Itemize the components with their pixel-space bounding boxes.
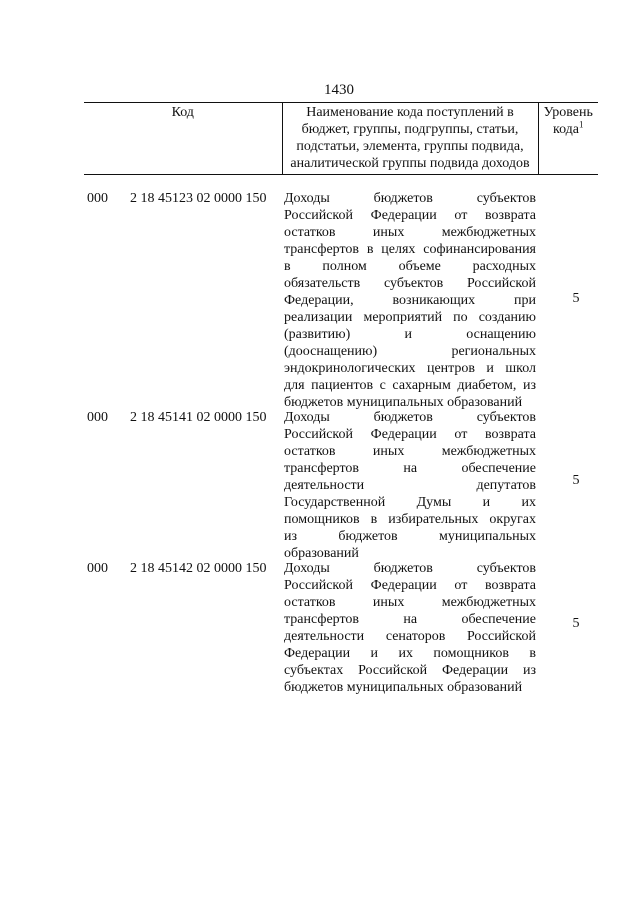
header-name-cell xyxy=(282,103,538,175)
income-name-line: трансфертов на обеспечение xyxy=(284,612,536,627)
header-kod-cell xyxy=(84,103,282,175)
income-code: 2 18 45141 02 0000 150 xyxy=(130,410,267,425)
income-name-line: остатков иных межбюджетных xyxy=(284,444,536,459)
level-code: 5 xyxy=(572,616,580,631)
income-name-line: в полном объеме расходных xyxy=(284,259,536,274)
income-name-line: из бюджетов муниципальных xyxy=(284,529,536,544)
header-level-label: Уровень xyxy=(543,105,593,120)
admin-code: 000 xyxy=(87,561,108,576)
income-name-line: Федерации, возникающих при xyxy=(284,293,536,308)
income-name-line: для пациентов с сахарным диабетом, из xyxy=(284,378,536,393)
income-name-line: Государственной Думы и их xyxy=(284,495,536,510)
header-kod-label: Код xyxy=(171,105,194,120)
header-name-line: аналитической группы подвида доходов xyxy=(290,156,530,171)
income-name-line: Российской Федерации от возврата xyxy=(284,208,536,223)
income-name xyxy=(284,190,536,411)
page-number: 1430 xyxy=(324,82,354,98)
income-code: 2 18 45123 02 0000 150 xyxy=(130,191,267,206)
income-name-line: Федерации и их помощников в xyxy=(284,646,536,661)
income-code: 2 18 45142 02 0000 150 xyxy=(130,561,267,576)
income-name-line: субъектах Российской Федерации из xyxy=(284,663,536,678)
admin-code: 000 xyxy=(87,191,108,206)
income-name-line: образований xyxy=(284,546,359,561)
income-name-line: Доходы бюджетов субъектов xyxy=(284,561,536,576)
header-name-line: подстатьи, элемента, группы подвида, xyxy=(296,139,524,154)
income-name-line: (дооснащению) региональных xyxy=(284,344,536,359)
level-code: 5 xyxy=(572,473,580,488)
income-name-line: бюджетов муниципальных образований xyxy=(284,680,523,695)
income-name-line: реализации мероприятий по созданию xyxy=(284,310,536,325)
header-level-kod: кода xyxy=(552,122,580,137)
income-name-line: Доходы бюджетов субъектов xyxy=(284,191,536,206)
income-name-line: трансфертов в целях софинансирования xyxy=(284,242,536,257)
income-name xyxy=(284,560,536,696)
header-level-footnote: 1 xyxy=(579,119,584,130)
income-name-line: (развитию) и оснащению xyxy=(284,327,536,342)
income-name-line: помощников в избирательных округах xyxy=(284,512,536,527)
admin-code: 000 xyxy=(87,410,108,425)
income-name-line: трансфертов на обеспечение xyxy=(284,461,536,476)
income-name-line: деятельности депутатов xyxy=(284,478,536,493)
income-name-line: обязательств субъектов Российской xyxy=(284,276,536,291)
income-name-line: эндокринологических центров и школ xyxy=(284,361,536,376)
header-name-line: бюджет, группы, подгруппы, статьи, xyxy=(301,122,519,137)
income-name-line: Российской Федерации от возврата xyxy=(284,427,536,442)
header-level-cell xyxy=(538,103,598,175)
income-name-line: деятельности сенаторов Российской xyxy=(284,629,536,644)
income-name-line: остатков иных межбюджетных xyxy=(284,595,536,610)
header-level-label-2 xyxy=(543,121,595,138)
income-name-line: Российской Федерации от возврата xyxy=(284,578,536,593)
income-name xyxy=(284,409,536,562)
income-name-line: Доходы бюджетов субъектов xyxy=(284,410,536,425)
income-name-line: остатков иных межбюджетных xyxy=(284,225,536,240)
table-header xyxy=(84,102,598,175)
level-code: 5 xyxy=(572,291,580,306)
income-name-line: бюджетов муниципальных образований xyxy=(284,395,523,410)
header-name-line: Наименование кода поступлений в xyxy=(306,105,514,120)
